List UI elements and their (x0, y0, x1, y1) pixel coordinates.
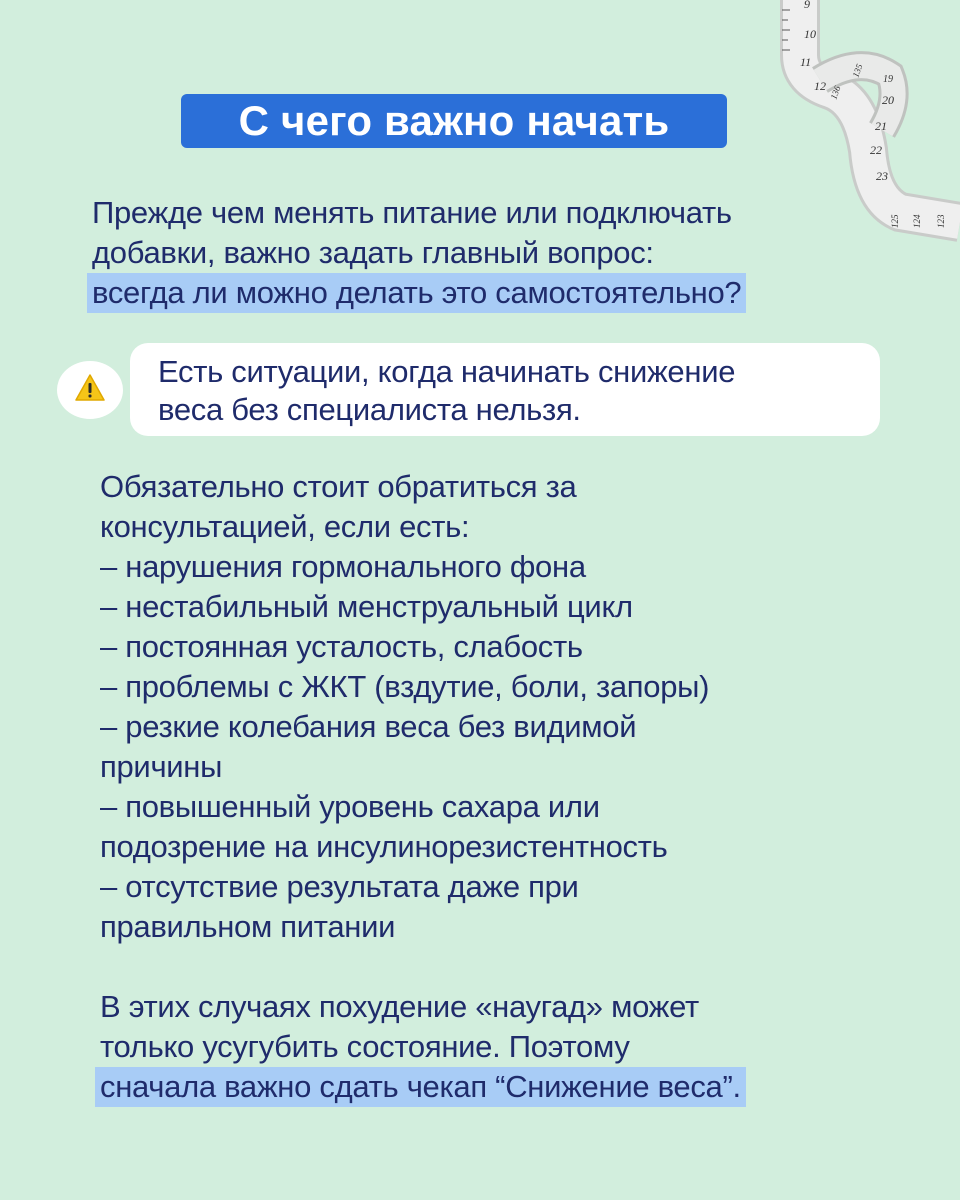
closing-highlight: сначала важно сдать чекап “Снижение веса”. (95, 1067, 746, 1107)
list-item: – нарушения гормонального фона (100, 549, 586, 584)
consultation-list (100, 467, 880, 947)
tape-number: 11 (800, 55, 812, 69)
closing-line: только усугубить состояние. Поэтому (100, 1029, 630, 1064)
list-item: – нестабильный менструальный цикл (100, 589, 633, 624)
warning-icon (57, 361, 123, 419)
tape-number: 22 (870, 143, 882, 157)
tape-number: 23 (876, 169, 888, 183)
intro-line: Прежде чем менять питание или подключать (92, 195, 732, 230)
note-line: Есть ситуации, когда начинать снижение (158, 354, 736, 389)
tape-number: 125 (890, 214, 900, 228)
tape-number: 9 (804, 0, 810, 11)
consult-lead: консультацией, если есть: (100, 509, 470, 544)
list-item: – повышенный уровень сахара или (100, 789, 600, 824)
list-item: – отсутствие результата даже при (100, 869, 579, 904)
tape-number: 135 (850, 62, 865, 79)
intro-paragraph (92, 193, 882, 313)
tape-number: 124 (912, 214, 922, 228)
list-item: подозрение на инсулинорезистентность (100, 829, 668, 864)
tape-number: 19 (883, 74, 893, 85)
tape-number: 20 (882, 93, 894, 107)
list-item: причины (100, 749, 223, 784)
list-item: правильном питании (100, 909, 396, 944)
tape-number: 10 (804, 27, 816, 41)
intro-line: добавки, важно задать главный вопрос: (92, 235, 654, 270)
list-item: – резкие колебания веса без видимой (100, 709, 637, 744)
closing-paragraph (100, 987, 900, 1107)
tape-number: 12 (814, 79, 826, 93)
tape-number: 123 (936, 214, 946, 228)
list-item: – постоянная усталость, слабость (100, 629, 583, 664)
closing-line: В этих случаях похудение «наугад» может (100, 989, 699, 1024)
consult-lead: Обязательно стоит обратиться за (100, 469, 577, 504)
note-line: веса без специалиста нельзя. (158, 392, 581, 427)
tape-number: 136 (828, 84, 843, 101)
warning-note (130, 343, 880, 436)
page-title (181, 94, 727, 148)
intro-highlight: всегда ли можно делать это самостоятельно? (87, 273, 746, 313)
page-title-text: С чего важно начать (238, 97, 670, 144)
tape-number: 21 (875, 119, 887, 133)
list-item: – проблемы с ЖКТ (вздутие, боли, запоры) (100, 669, 710, 704)
